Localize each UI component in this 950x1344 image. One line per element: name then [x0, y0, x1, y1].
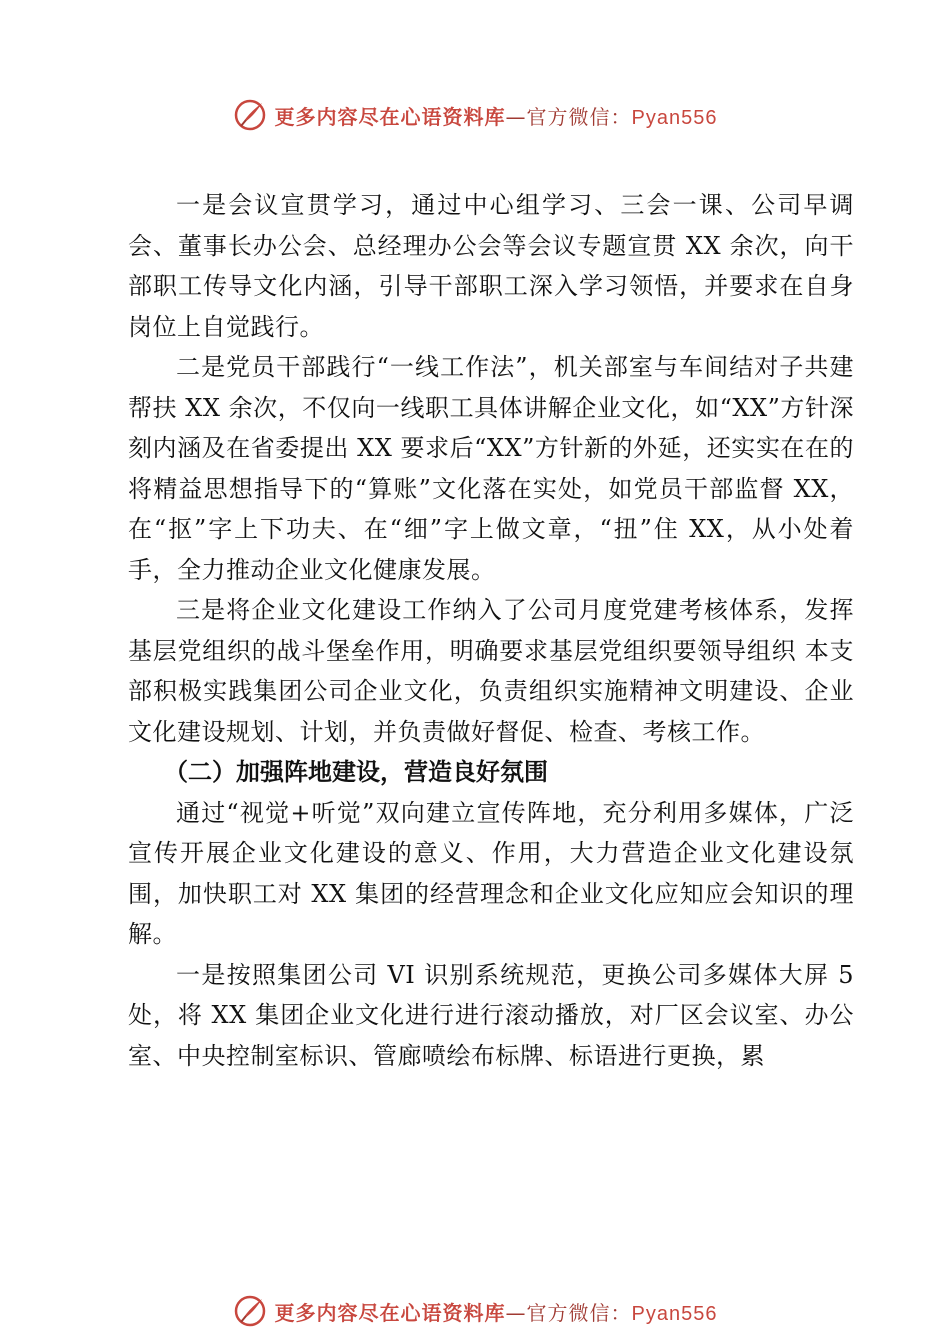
- brand-text: 更多内容尽在心语资料库: [274, 1300, 506, 1325]
- header-watermark: [0, 94, 950, 136]
- paragraph-publicity-position: 通过“视觉+听觉”双向建立宣传阵地，充分利用多媒体，广泛宣传开展企业文化建设的意义、作用，大力营造企业文化建设氛围，加快职工对 XX 集团的经营理念和企业文化应知应会知识的理解。: [128, 798, 854, 948]
- wechat-label: 官方微信：: [526, 1300, 632, 1325]
- paragraph-assessment-system: 三是将企业文化建设工作纳入了公司月度党建考核体系，发挥基层党组织的战斗堡垒作用，明确要求基层党组织要领导组织 本支部积极实践集团公司企业文化，负责组织实施精神文明建设、企业文化建设规划、计划，并负责做好督促、检查、考核工作。: [128, 596, 854, 746]
- brand-text: 更多内容尽在心语资料库: [274, 104, 506, 129]
- brand-separator: —: [505, 104, 527, 129]
- paragraph-vi-system: 一是按照集团公司 VI 识别系统规范，更换公司多媒体大屏 5 处，将 XX 集团企业文化进行进行滚动播放，对厂区会议室、办公室、中央控制室标识、管廊喷绘布标牌、标语进行更换，累: [128, 960, 854, 1070]
- paragraph-frontline-method: 二是党员干部践行“一线工作法”，机关部室与车间结对子共建帮扶 XX 余次，不仅向一线职工具体讲解企业文化，如“XX”方针深刻内涵及在省委提出 XX 要求后“XX”方针新的外延，还实实在在的将精益思想指导下的“算账”文化落在实处，如党员干部监督 XX，在“抠”字上下功夫、在“细”字上做文章，“扭”住 XX，从小处着手，全力推动企业文化健康发展。: [128, 353, 854, 584]
- paragraph-meeting-study: 一是会议宣贯学习，通过中心组学习、三会一课、公司早调会、董事长办公会、总经理办公会等会议专题宣贯 XX 余次，向干部职工传导文化内涵，引导干部职工深入学习领悟，并要求在自身岗位上自觉践行。: [128, 191, 854, 341]
- wechat-label: 官方微信：: [526, 104, 632, 129]
- wechat-id: Pyan556: [631, 1302, 718, 1325]
- brand-separator: —: [505, 1300, 527, 1325]
- wechat-id: Pyan556: [631, 106, 718, 129]
- section-heading: （二）加强阵地建设，营造良好氛围: [164, 757, 548, 786]
- footer-watermark: [0, 1290, 950, 1332]
- document-body: [128, 185, 854, 1076]
- quill-logo-icon: [233, 98, 267, 132]
- quill-logo-icon: [233, 1294, 267, 1328]
